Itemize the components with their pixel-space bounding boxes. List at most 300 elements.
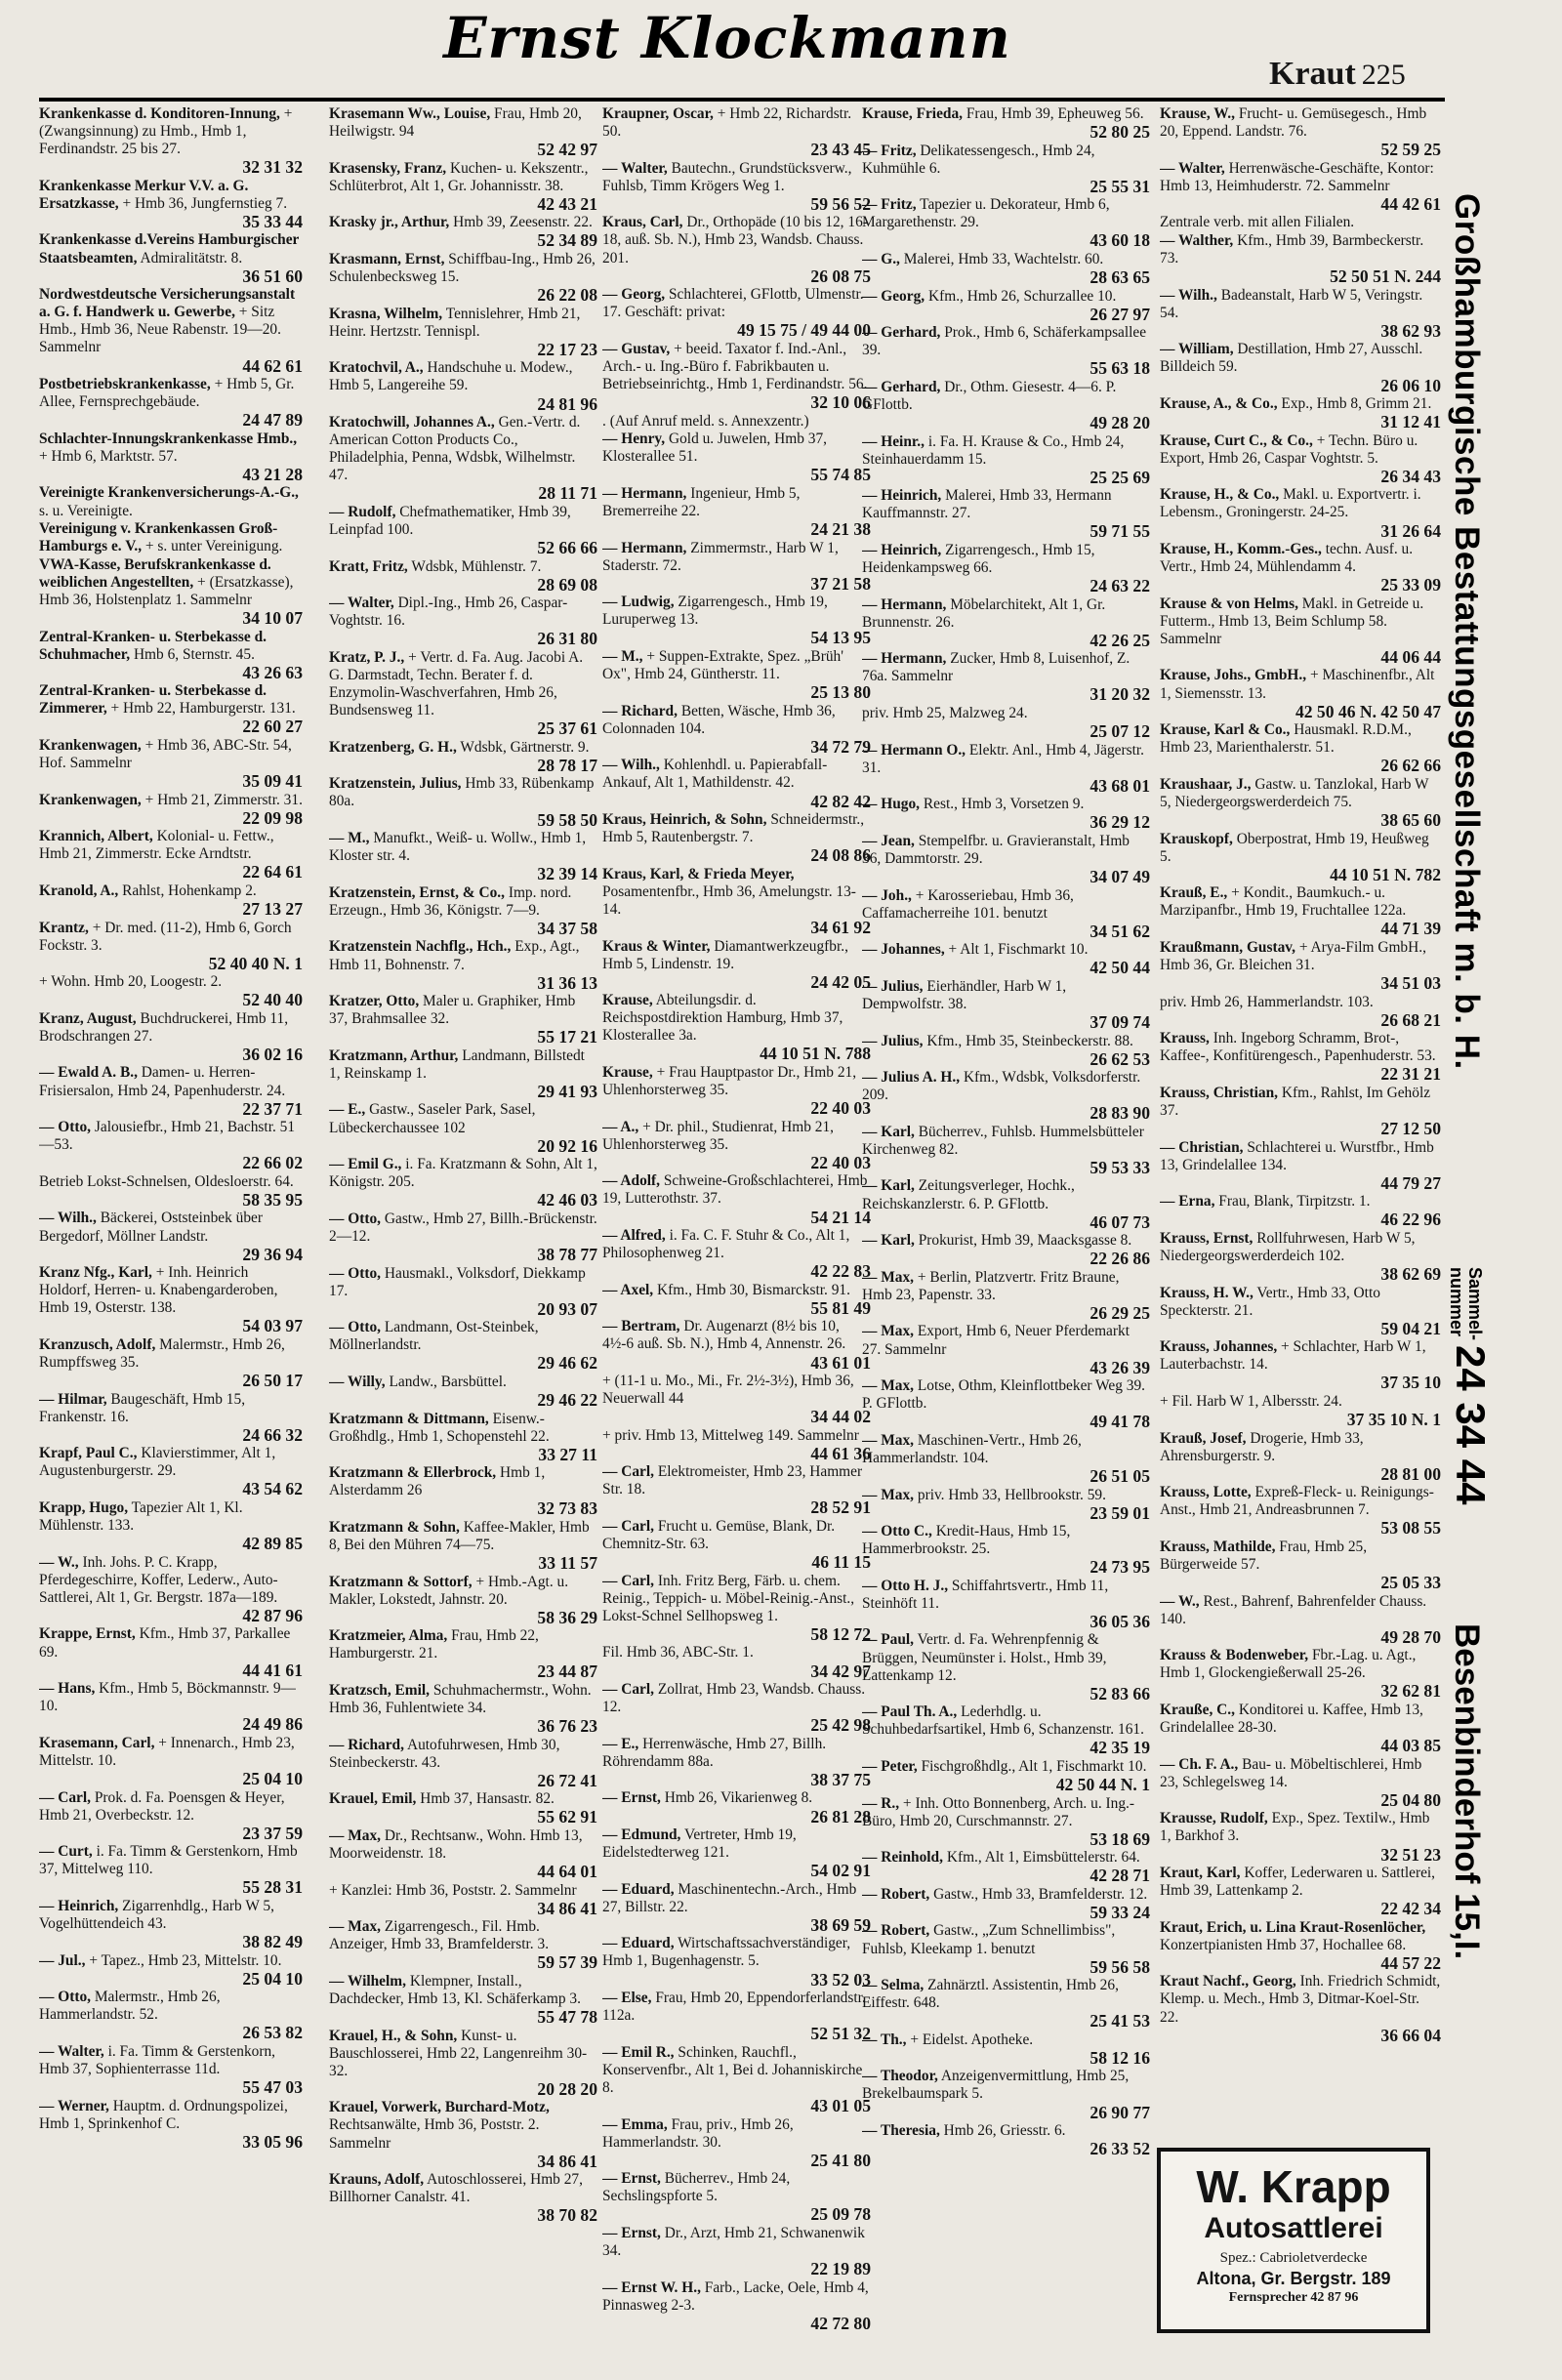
entry-phone: 52 40 40 N. 1 — [208, 953, 303, 973]
entry-phone: 49 15 75 / 49 44 00 — [737, 320, 871, 341]
entry-phone: 26 29 25 — [1089, 1302, 1150, 1323]
directory-entry — [862, 1703, 1150, 1757]
entry-details: + Techn. Büro u. Export, Hmb 26, Caspar Voghtstr. 5. — [1160, 431, 1418, 467]
entry-name: Kraut, Karl, — [1160, 1865, 1241, 1881]
entry-phone: 54 02 91 — [810, 1861, 871, 1881]
entry-phone: 58 12 16 — [1089, 2047, 1150, 2068]
entry-phone: 22 09 98 — [242, 807, 303, 828]
entry-name: — Jul., — [39, 1951, 86, 1969]
entry-details: techn. Ausf. u. Vertr., Hmb 24, Mühlendamm 4. — [1160, 541, 1414, 576]
directory-entry — [602, 1282, 871, 1318]
entry-name: Kraut Nachf., Georg, — [1160, 1973, 1296, 1990]
sidebar-company: Großhamburgische Bestattungsgesellschaft m. b. H. — [1448, 193, 1486, 1070]
directory-entry — [602, 1736, 871, 1789]
entry-phone: 25 04 10 — [242, 1968, 303, 1989]
entry-details: Baugeschäft, Hmb 15, Frankenstr. 16. — [39, 1390, 246, 1425]
entry-details: Konzertpianisten Hmb 37, Hochallee 68. — [1160, 1936, 1407, 1953]
entry-phone: 42 87 96 — [242, 1605, 303, 1625]
entry-name: Kratzenstein, Julius, — [329, 775, 462, 793]
entry-name: Kraus & Winter, — [602, 937, 711, 955]
entry-name: Postbetriebskrankenkasse, — [39, 376, 211, 393]
entry-details: Klempner, Install., Dachdecker, Hmb 13, Kl. Schäferkamp 3. — [329, 1972, 581, 2007]
directory-entry — [1160, 160, 1441, 214]
entry-phone: 37 09 74 — [1089, 1012, 1150, 1032]
directory-entry — [39, 828, 303, 882]
sidebar-sammel — [1447, 1267, 1484, 1340]
entry-details: s. u. Vereinigte. — [39, 502, 133, 519]
directory-entry — [602, 703, 871, 757]
entry-phone: 59 56 58 — [1089, 1956, 1150, 1977]
directory-entry — [329, 1790, 597, 1826]
directory-entry — [602, 1990, 871, 2043]
directory-entry — [39, 792, 303, 828]
directory-entry — [1160, 667, 1441, 720]
directory-entry — [862, 1487, 1150, 1523]
directory-entry — [1160, 1338, 1441, 1392]
entry-phone: 55 47 03 — [242, 2077, 303, 2098]
entry-phone: 44 61 36 — [810, 1443, 871, 1463]
entry-name: — Carl, — [602, 1572, 655, 1589]
entry-name: — Hans, — [39, 1680, 96, 1698]
directory-entry — [39, 1445, 303, 1498]
entry-phone: 49 28 70 — [1380, 1626, 1441, 1647]
directory-entry — [862, 2068, 1150, 2121]
entry-name: — Carl, — [602, 1517, 655, 1535]
entry-phone: 34 61 92 — [810, 918, 871, 937]
entry-details: Betten, Wäsche, Hmb 36, Colonnaden 104. — [602, 702, 836, 737]
entry-details: Dr. Augenarzt (8½ bis 10, 4½-6 auß. Sb. N.), Hmb 4, Annenstr. 26. — [602, 1318, 846, 1353]
entry-details: Dr., Rechtsanw., Wohn. Hmb 13, Moorweidenstr. 18. — [329, 1826, 583, 1862]
entry-name: — Axel, — [602, 1281, 654, 1298]
entry-details: + Alt 1, Fischmarkt 10. — [948, 941, 1089, 959]
entry-name: Kraußmann, Gustav, — [1160, 938, 1295, 956]
entry-details: + Inh. Heinrich Holdorf, Herren- u. Knabengarderoben, Hmb 19, Osterstr. 138. — [39, 1264, 278, 1317]
header-logo: Ernst Klockmann — [443, 5, 1011, 71]
entry-details: + Dr. med. (11-2), Hmb 6, Gorch Fockstr. 3. — [39, 919, 292, 954]
directory-entry — [39, 231, 303, 285]
entry-phone: 46 07 73 — [1089, 1211, 1150, 1232]
entry-name: — Karl, — [862, 1232, 915, 1250]
entry-phone: 54 03 97 — [242, 1316, 303, 1336]
entry-details: Bäckerei, Oststeinbek über Bergedorf, Möllner Landstr. — [39, 1210, 263, 1245]
header-keyword — [1269, 55, 1445, 94]
directory-entry — [329, 830, 597, 883]
directory-entry — [602, 1826, 871, 1880]
directory-entry — [862, 1069, 1150, 1123]
entry-phone: 22 66 02 — [242, 1153, 303, 1173]
directory-entry — [1160, 1230, 1441, 1284]
entry-phone: 38 82 49 — [242, 1932, 303, 1952]
ad-phone: Fernsprecher 42 87 96 — [1228, 2290, 1359, 2305]
directory-entry — [1160, 1139, 1441, 1193]
entry-phone: 26 08 75 — [810, 266, 871, 286]
entry-name: Krasemann Ww., Louise, — [329, 105, 491, 122]
entry-name: — Carl, — [39, 1788, 92, 1806]
entry-details: Betrieb Lokst-Schnelsen, Oldesloerstr. 64. — [39, 1172, 294, 1190]
directory-entry — [862, 1631, 1150, 1703]
entry-name: Kratz, P. J., — [329, 648, 405, 666]
directory-entry — [39, 737, 303, 791]
entry-phone: 23 43 45 — [810, 140, 871, 160]
entry-details: Landw., Barsbüttel. — [389, 1373, 507, 1390]
entry-phone: 36 76 23 — [537, 1716, 597, 1737]
entry-phone: 25 13 80 — [810, 682, 871, 703]
directory-entry — [602, 648, 871, 702]
entry-phone: 55 17 21 — [537, 1027, 597, 1047]
entry-phone: 42 43 21 — [537, 193, 597, 214]
entry-name: Vereinigte Krankenversicherungs-A.-G., — [39, 484, 299, 502]
entry-details: Exp., Hmb 8, Grimm 21. — [1281, 395, 1432, 413]
entry-phone: 23 44 87 — [537, 1662, 597, 1682]
entry-phone: 42 82 42 — [810, 791, 871, 811]
entry-phone: 33 05 96 — [242, 2131, 303, 2152]
entry-name: — Edmund, — [602, 1826, 681, 1843]
directory-entry — [39, 1735, 303, 1788]
entry-phone: 29 46 22 — [537, 1390, 597, 1410]
directory-entry — [602, 2279, 871, 2333]
entry-phone: 52 80 25 — [1089, 122, 1150, 143]
entry-name: — Julius A. H., — [862, 1069, 961, 1087]
entry-name: Krasky jr., Arthur, — [329, 214, 450, 231]
directory-entry — [1160, 214, 1441, 231]
entry-name: Krauss, Johannes, — [1160, 1338, 1278, 1356]
entry-phone: 36 29 12 — [1089, 812, 1150, 833]
entry-details: Herrenwäsche, Hmb 27, Billh. Röhrendamm 88a. — [602, 1735, 827, 1770]
entry-details: Kolonial- u. Fettw., Hmb 21, Zimmerstr. Ecke Arndtstr. — [39, 828, 274, 863]
entry-details: priv. Hmb 26, Hammerlandstr. 103. — [1160, 993, 1374, 1010]
entry-name: — Alfred, — [602, 1227, 666, 1245]
entry-name: — Eduard, — [602, 1935, 675, 1952]
entry-phone: 33 52 03 — [810, 1969, 871, 1990]
directory-entry — [862, 1977, 1150, 2031]
directory-entry — [39, 1210, 303, 1263]
entry-details: Ingenieur, Hmb 5, Bremerreihe 22. — [602, 484, 801, 519]
entry-phone: 52 59 25 — [1380, 140, 1441, 160]
directory-entry — [1160, 1030, 1441, 1084]
entry-phone: 26 34 43 — [1380, 466, 1441, 486]
entry-phone: 59 58 50 — [537, 809, 597, 830]
entry-phone: 38 69 59 — [810, 1914, 871, 1935]
entry-details: Kaffee-Makler, Hmb 8, Bei den Mühren 74—75. — [329, 1518, 590, 1553]
entry-phone: 24 21 38 — [810, 519, 871, 540]
entry-name: — Karl, — [862, 1123, 915, 1140]
directory-entry — [602, 1064, 871, 1118]
entry-details: Schiffbau-Ing., Hmb 26, Schulenbecksweg 15. — [329, 250, 596, 286]
directory-entry — [1160, 1865, 1441, 1918]
entry-name: — Max, — [329, 1918, 382, 1936]
directory-entry — [1160, 939, 1441, 993]
entry-phone: 42 72 80 — [810, 2313, 871, 2333]
entry-phone: 37 35 10 — [1380, 1373, 1441, 1393]
directory-entry — [862, 143, 1150, 196]
entry-phone: 24 73 95 — [1089, 1557, 1150, 1578]
entry-details: Maschinentechn.-Arch., Hmb 27, Billstr. 22. — [602, 1880, 857, 1915]
directory-entry — [1160, 1756, 1441, 1810]
entry-details: Hmb 26, Vikarienweg 8. — [664, 1789, 813, 1807]
entry-name: — Willy, — [329, 1373, 386, 1390]
entry-phone: 33 27 11 — [538, 1444, 597, 1464]
entry-details: Rechtsanwälte, Hmb 36, Poststr. 2. Sammelnr — [329, 2116, 540, 2152]
entry-details: Zeitungsverleger, Hochk., Reichskanzlerstr. 6. P. GFlottb. — [862, 1177, 1075, 1212]
directory-entry — [329, 1319, 597, 1373]
entry-details: Zollrat, Hmb 23, Wandsb. Chauss. 12. — [602, 1681, 866, 1716]
directory-entry — [602, 413, 871, 431]
directory-entry — [602, 286, 871, 340]
directory-entry — [602, 1172, 871, 1226]
entry-name: — Max, — [862, 1268, 915, 1286]
entry-details: Jalousiefbr., Hmb 21, Bachstr. 51—53. — [39, 1119, 296, 1154]
directory-entry — [39, 556, 303, 628]
entry-phone: 25 04 10 — [242, 1769, 303, 1788]
entry-details: Kfm., Hmb 26, Schurzallee 10. — [927, 287, 1117, 305]
directory-entry — [329, 1519, 597, 1573]
entry-phone: 59 56 52 — [810, 193, 871, 214]
entry-phone: 43 21 28 — [242, 464, 303, 484]
entry-name: Krause, H., & Co., — [1160, 486, 1280, 504]
entry-phone: 32 73 83 — [537, 1498, 597, 1519]
entry-name: Krause, Johs., GmbH., — [1160, 667, 1307, 684]
directory-entry — [602, 105, 871, 159]
entry-details: + Eidelst. Apotheke. — [910, 2031, 1034, 2048]
entry-details: Manufkt., Weiß- u. Wollw., Hmb 1, Kloster str. 4. — [329, 830, 587, 865]
directory-entry — [1160, 1539, 1441, 1592]
entry-details: Maler u. Graphiker, Hmb 37, Brahmsallee 32. — [329, 993, 576, 1028]
entry-details: Eisenw.-Großhdlg., Hmb 1, Schopenstehl 22. — [329, 1410, 550, 1445]
directory-entry — [329, 1101, 597, 1155]
directory-entry — [39, 1336, 303, 1390]
entry-details: Expreß-Fleck- u. Reinigungs-Anst., Hmb 21, Andreasbrunnen 7. — [1160, 1484, 1434, 1519]
directory-entry — [1160, 341, 1441, 394]
entry-name: — Henry, — [602, 431, 666, 448]
entry-details: Dr., Othm. Giesestr. 4—6. P. GFlottb. — [862, 378, 1117, 413]
directory-entry — [329, 558, 597, 595]
entry-details: priv. Hmb 25, Malzweg 24. — [862, 704, 1028, 721]
entry-details: priv. Hmb 33, Hellbrookstr. 59. — [917, 1486, 1106, 1503]
entry-details: Frau, Hmb 25, Bürgerweide 57. — [1160, 1538, 1368, 1573]
entry-details: Makl. u. Exportvertr. i. Lebensm., Groningerstr. 24-25. — [1160, 486, 1421, 521]
entry-details: Lederhdlg. u. Schuhbedarfsartikel, Hmb 6, Schanzenstr. 161. — [862, 1703, 1144, 1739]
entry-phone: 22 19 89 — [810, 2259, 871, 2279]
entry-details: Zahnärztl. Assistentin, Hmb 26, Eiffestr. 648. — [862, 1977, 1119, 2012]
entry-phone: 34 37 58 — [537, 918, 597, 938]
entry-details: Handschuhe u. Modew., Hmb 5, Langereihe 59. — [329, 359, 573, 394]
entry-phone: 55 63 18 — [1089, 358, 1150, 379]
directory-entry — [862, 196, 1150, 250]
entry-name: — Walther, — [1160, 231, 1234, 249]
directory-entry — [1160, 884, 1441, 938]
directory-entry — [602, 2225, 871, 2278]
entry-details: + Karosseriebau, Hmb 36, Caffamacherreihe 101. benutzt — [862, 886, 1074, 922]
entry-name: — Heinrich, — [862, 487, 942, 505]
entry-name: — Werner, — [39, 2097, 109, 2114]
entry-details: Frau, priv., Hmb 26, Hammerlandstr. 30. — [602, 2115, 794, 2151]
directory-entry — [862, 833, 1150, 886]
entry-phone: 24 81 96 — [537, 393, 597, 414]
entry-details: Diamantwerkzeugfbr., Hmb 5, Lindenstr. 19. — [602, 937, 848, 972]
entry-details: Frucht u. Gemüse, Blank, Dr. Chemnitz-Str. 63. — [602, 1517, 836, 1553]
entry-phone: 26 31 80 — [537, 629, 597, 649]
entry-details: Hauptm. d. Ordnungspolizei, Hmb 1, Sprinkenhof C. — [39, 2097, 288, 2132]
entry-phone: 23 37 59 — [242, 1823, 303, 1843]
entry-phone: 44 62 61 — [242, 355, 303, 376]
directory-entry — [602, 1318, 871, 1372]
directory-entry — [862, 542, 1150, 595]
entry-details: Anzeigenvermittlung, Hmb 25, Brekelbaumspark 5. — [862, 2068, 1130, 2103]
entry-phone: 38 37 75 — [810, 1769, 871, 1789]
entry-phone: 28 52 91 — [810, 1498, 871, 1518]
entry-phone: 44 41 61 — [242, 1660, 303, 1680]
entry-phone: 24 49 86 — [242, 1714, 303, 1735]
entry-details: Malerei, Hmb 33, Wachtelstr. 60. — [903, 250, 1104, 267]
directory-entry — [329, 2028, 597, 2099]
entry-phone: 22 60 27 — [242, 717, 303, 737]
directory-entry — [39, 2043, 303, 2097]
directory-entry — [1160, 541, 1441, 595]
entry-phone: 26 27 97 — [1089, 304, 1150, 324]
entry-name: — Hermann, — [862, 595, 947, 613]
directory-entry — [602, 1518, 871, 1572]
directory-entry — [862, 1033, 1150, 1069]
entry-phone: 33 11 57 — [538, 1553, 597, 1574]
entry-phone: 34 51 62 — [1089, 921, 1150, 941]
directory-entry — [1160, 395, 1441, 431]
directory-entry — [602, 1881, 871, 1935]
entry-name: — Max, — [862, 1377, 915, 1395]
entry-name: — Ernst W. H., — [602, 2278, 701, 2296]
entry-name: — Wilh., — [1160, 286, 1217, 304]
directory-entry — [39, 1173, 303, 1210]
entry-phone: 31 20 32 — [1089, 684, 1150, 705]
directory-entry — [39, 178, 303, 231]
entry-phone: 55 28 31 — [242, 1877, 303, 1898]
directory-entry — [862, 978, 1150, 1032]
entry-phone: 25 42 98 — [810, 1715, 871, 1736]
entry-phone: 42 35 19 — [1089, 1738, 1150, 1758]
entry-details: Drogerie, Hmb 33, Ahrensburgerstr. 9. — [1160, 1429, 1364, 1464]
entry-details: + Dr. phil., Studienrat, Hmb 21, Uhlenhorsterweg 35. — [602, 1118, 834, 1153]
entry-name: — Selma, — [862, 1977, 925, 1994]
entry-details: Kfm., Hmb 5, Böckmannstr. 9—10. — [39, 1680, 296, 1715]
entry-name: Kranzusch, Adolf, — [39, 1335, 156, 1353]
directory-entry — [39, 882, 303, 919]
directory-entry — [329, 1265, 597, 1319]
entry-phone: 28 63 65 — [1089, 267, 1150, 288]
entry-phone: 44 06 44 — [1380, 646, 1441, 667]
entry-phone: 36 02 16 — [242, 1044, 303, 1064]
directory-entry — [329, 105, 597, 159]
entry-name: — Otto, — [329, 1319, 382, 1336]
entry-phone: 43 60 18 — [1089, 230, 1150, 251]
directory-entry — [39, 1119, 303, 1172]
entry-details: Dipl.-Ing., Hmb 26, Caspar-Voghtstr. 16. — [329, 595, 568, 630]
entry-details: Schweine-Großschlachterei, Hmb 19, Lutterothstr. 37. — [602, 1172, 868, 1208]
entry-details: Herrenwäsche-Geschäfte, Kontor: Hmb 13, Heimhuderstr. 72. Sammelnr — [1160, 159, 1434, 194]
entry-name: — Otto H. J., — [862, 1577, 949, 1594]
entry-name: Krausse, Rudolf, — [1160, 1810, 1268, 1827]
entry-name: — Emil R., — [602, 2043, 675, 2061]
directory-entry — [1160, 287, 1441, 341]
entry-details: Rahlst, Hohenkamp 2. — [122, 882, 257, 899]
entry-details: + Hmb 22, Richardstr. 50. — [602, 105, 852, 141]
entry-name: Schlachter-Innungskrankenkasse Hmb., — [39, 430, 298, 447]
directory-entry — [39, 920, 303, 973]
entry-phone: 31 12 41 — [1380, 412, 1441, 432]
entry-phone: 25 41 53 — [1089, 2011, 1150, 2031]
entry-name: Kratzmann & Sohn, — [329, 1518, 460, 1536]
directory-entry — [862, 251, 1150, 287]
directory-entry — [1160, 1702, 1441, 1755]
entry-name: — Ludwig, — [602, 594, 675, 611]
entry-name: — Wilh., — [602, 757, 660, 774]
directory-entry — [1160, 1647, 1441, 1701]
entry-name: — Walter, — [39, 2042, 104, 2060]
entry-name: — Walter, — [602, 159, 668, 177]
directory-entry — [862, 1758, 1150, 1794]
entry-details: Stempelfbr. u. Gravieranstalt, Hmb 36, Dammtorstr. 29. — [862, 832, 1130, 867]
entry-details: Bücherrev., Fuhlsb. Hummelsbütteler Kirchenweg 82. — [862, 1123, 1144, 1158]
entry-name: Krasna, Wilhelm, — [329, 305, 443, 322]
directory-entry — [862, 1269, 1150, 1323]
directory-entry — [862, 796, 1150, 832]
entry-phone: 52 42 97 — [537, 140, 597, 160]
entry-name: — Georg, — [602, 286, 666, 304]
entry-details: Hmb 39, Zeesenstr. 22. — [453, 214, 593, 231]
entry-phone: 35 33 44 — [242, 211, 303, 231]
entry-name: — Otto, — [39, 1989, 92, 2006]
directory-entry — [1160, 595, 1441, 667]
directory-entry — [329, 1411, 597, 1464]
entry-name: Zentral-Kranken- u. Sterbekasse d. Schuhmacher, — [39, 628, 267, 663]
entry-phone: 44 10 51 N. 788 — [760, 1044, 871, 1064]
entry-name: Krannich, Albert, — [39, 828, 153, 845]
entry-details: Farb., Lacke, Oele, Hmb 4, Pinnasweg 2-3. — [602, 2278, 869, 2314]
entry-details: Gold u. Juwelen, Hmb 37, Klosterallee 51. — [602, 431, 827, 466]
entry-details: Inh. Johs. P. C. Krapp, Pferdegeschirre, Koffer, Lederw., Auto-Sattlerei, Alt 1, Gr. Bergstr. 187a—189. — [39, 1553, 278, 1606]
entry-details: Schlachterei u. Wurstfbr., Hmb 13, Grindelallee 134. — [1160, 1138, 1434, 1173]
directory-entry — [1160, 1193, 1441, 1229]
directory-entry — [602, 2044, 871, 2115]
directory-entry — [329, 306, 597, 359]
entry-name: Kraupner, Oscar, — [602, 105, 714, 122]
entry-name: — Heinrich, — [39, 1897, 119, 1914]
entry-details: Exp., Agt., Hmb 11, Bohnenstr. 7. — [329, 938, 580, 973]
entry-phone: 20 92 16 — [537, 1135, 597, 1156]
entry-name: Krause, — [602, 992, 653, 1009]
entry-phone: 42 28 71 — [1089, 1866, 1150, 1886]
entry-details: Elektromeister, Hmb 23, Hammer Str. 18. — [602, 1463, 863, 1498]
entry-name: Krauss, — [1160, 1030, 1210, 1047]
directory-entry — [39, 1391, 303, 1445]
entry-phone: 38 78 77 — [537, 1245, 597, 1265]
entry-details: i. Fa. Timm & Gerstenkorn, Hmb 37, Mittelweg 110. — [39, 1843, 298, 1878]
entry-name: — Otto, — [39, 1119, 92, 1136]
entry-details: Malermstr., Hmb 26, Hammerlandstr. 52. — [39, 1989, 221, 2024]
entry-name: — Heinr., — [862, 432, 925, 450]
directory-entry — [862, 650, 1150, 704]
entry-name: Kranz, August, — [39, 1009, 137, 1027]
entry-phone: 26 72 41 — [537, 1770, 597, 1790]
entry-phone: 36 51 60 — [242, 266, 303, 286]
entry-phone: 58 36 29 — [537, 1607, 597, 1627]
entry-phone: 43 01 05 — [810, 2096, 871, 2116]
directory-entry — [602, 1644, 871, 1680]
entry-phone: 28 81 00 — [1380, 1463, 1441, 1484]
entry-name: — Wilh., — [39, 1210, 97, 1227]
entry-name: — Bertram, — [602, 1318, 680, 1335]
entry-details: + Arya-Film GmbH., Hmb 36, Gr. Bleichen 31. — [1160, 938, 1426, 973]
entry-phone: 52 51 32 — [810, 2024, 871, 2044]
entry-name: Krankenwagen, — [39, 736, 142, 754]
